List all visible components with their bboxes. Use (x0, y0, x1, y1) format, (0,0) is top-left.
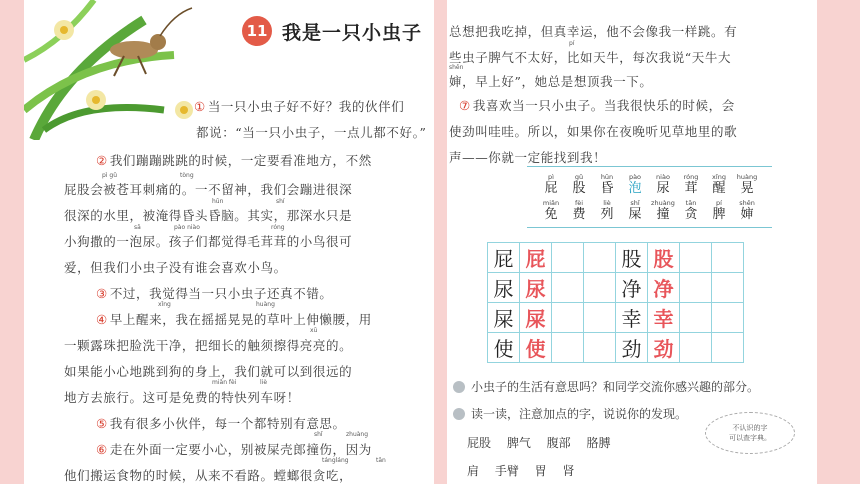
vocabulary-row (537, 173, 761, 196)
line-text: 走在外面一定要小心，别被屎壳郎撞伤，因为 (109, 442, 372, 457)
grid-cell: 屎 (488, 303, 520, 333)
vocabulary-character: 尿 (656, 181, 670, 196)
vocabulary-pinyin: zhuàng (651, 199, 675, 207)
line-text: 我们蹦蹦跳跳的时候，一定要看准地方，不然 (109, 153, 372, 168)
question-2-text: 读一读，注意加点的字，说说你的发现。 (471, 407, 688, 421)
tip-bubble-text: 不认识的字 可以查字典。 (729, 424, 771, 442)
grid-cell: 屁 (520, 243, 552, 273)
vocabulary-character: 屎 (628, 207, 642, 222)
text-line (64, 258, 287, 276)
text-line (449, 122, 737, 140)
question-icon (453, 408, 465, 420)
paragraph-number: ⑥ (96, 442, 108, 457)
line-text: 都说：“当一只小虫子，一点儿都不好。” (196, 125, 427, 140)
vocabulary-pinyin: róng (683, 173, 699, 181)
vocabulary-character: 婶 (740, 207, 754, 222)
line-text: 屁股会被苍耳刺痛的。一不留神，我们会蹦进很深 (64, 182, 353, 197)
pinyin-annotation: zhuàng (346, 431, 369, 438)
grid-cell (552, 243, 584, 273)
paragraph-number: ③ (96, 286, 108, 301)
paragraph-number: ④ (96, 312, 108, 327)
question-2 (453, 405, 687, 422)
text-line (96, 414, 346, 432)
vocabulary-pinyin: gǔ (574, 173, 584, 181)
pinyin-annotation: pì gǔ (102, 172, 117, 179)
vocabulary-item (537, 173, 565, 196)
text-line (449, 48, 731, 66)
vocabulary-pinyin: xǐng (712, 173, 726, 181)
text-line (64, 180, 352, 198)
text-line (64, 206, 352, 224)
text-line (64, 232, 352, 250)
vocabulary-pinyin: pì (548, 173, 554, 181)
pinyin-annotation: liè (260, 379, 268, 386)
vocabulary-character: 屁 (544, 181, 558, 196)
vocabulary-character: 免 (544, 207, 558, 222)
grid-cell (680, 303, 712, 333)
grid-cell: 净 (648, 273, 680, 303)
line-text: 如果能小心地跳到狗的身上，我们就可以到很远的 (64, 364, 353, 379)
grid-cell: 屎 (520, 303, 552, 333)
vocabulary-box (527, 166, 772, 228)
grid-cell: 股 (616, 243, 648, 273)
pinyin-annotation: pí (569, 40, 575, 47)
text-line (194, 97, 404, 115)
vocabulary-pinyin: fèi (574, 199, 584, 207)
vocabulary-character: 贪 (684, 207, 698, 222)
vocabulary-row (537, 199, 761, 222)
vocabulary-item (705, 173, 733, 196)
question-1-text: 小虫子的生活有意思吗？和同学交流你感兴趣的部分。 (471, 380, 760, 394)
text-line (64, 336, 352, 354)
vocabulary-character: 茸 (684, 181, 698, 196)
line-text: 早上醒来，我在摇摇晃晃的草叶上伸懒腰，用 (109, 312, 372, 327)
vocabulary-pinyin: huàng (736, 173, 758, 181)
lesson-header (242, 16, 422, 46)
vocabulary-pinyin: hūn (600, 173, 614, 181)
vocabulary-character: 泡 (628, 181, 642, 196)
text-line (96, 310, 372, 328)
vocabulary-item (677, 173, 705, 196)
vocabulary-character: 醒 (712, 181, 726, 196)
vocabulary-item (593, 199, 621, 222)
grid-cell (552, 333, 584, 363)
grid-cell (584, 273, 616, 303)
pinyin-annotation: shí (276, 198, 285, 205)
paragraph-number: ⑤ (96, 416, 108, 431)
grid-cell: 屁 (488, 243, 520, 273)
pinyin-annotation: tòng (180, 172, 194, 179)
pinyin-annotation: miǎn fèi (212, 379, 237, 386)
line-text: 地方去旅行。这可是免费的特快列车呀！ (64, 390, 300, 405)
vocabulary-pinyin: pào (628, 173, 642, 181)
vocabulary-pinyin: niào (656, 173, 670, 181)
word-list-2: 肩 手臂 胃 肾 (467, 464, 575, 478)
vocabulary-item (733, 199, 761, 222)
pinyin-annotation: shǐ (314, 431, 323, 438)
grid-cell: 劲 (616, 333, 648, 363)
pinyin-annotation: shěn (449, 64, 464, 71)
grid-cell (712, 303, 744, 333)
pinyin-annotation: hūn (212, 198, 224, 205)
left-page (24, 0, 434, 484)
grid-cell: 使 (488, 333, 520, 363)
line-text: 当一只小虫子好不好？我的伙伴们 (207, 99, 405, 114)
vocabulary-item (705, 199, 733, 222)
grid-cell (680, 273, 712, 303)
vocabulary-pinyin: shěn (739, 199, 755, 207)
pinyin-annotation: tān (376, 457, 386, 464)
right-page (447, 0, 817, 484)
grid-cell: 劲 (648, 333, 680, 363)
vocabulary-pinyin: shǐ (630, 199, 640, 207)
line-text: 一颗露珠把脸洗干净，把细长的触须擦得亮亮的。 (64, 338, 353, 353)
line-text: 小狗撒的一泡尿。孩子们都觉得毛茸茸的小鸟很可 (64, 234, 353, 249)
grid-cell: 使 (520, 333, 552, 363)
text-line (449, 22, 737, 40)
grid-cell: 幸 (648, 303, 680, 333)
line-text: 爱，但我们小虫子没有谁会喜欢小鸟。 (64, 260, 287, 275)
grid-cell: 股 (648, 243, 680, 273)
grid-row (488, 333, 744, 363)
question-1 (453, 378, 759, 395)
pinyin-annotation: tángláng (322, 457, 349, 464)
grid-cell (680, 243, 712, 273)
word-list-1: 屁股 脾气 腹部 胳膊 (467, 436, 611, 450)
line-text: 总想把我吃掉，但真幸运，他不会像我一样跳。有 (449, 24, 738, 39)
pinyin-annotation: róng (271, 224, 285, 231)
vocabulary-item (537, 199, 565, 222)
lesson-number-badge: 11 (242, 16, 272, 46)
vocabulary-item (593, 173, 621, 196)
vocabulary-character: 昏 (600, 181, 614, 196)
pinyin-annotation: xū (310, 327, 318, 334)
text-line (64, 362, 352, 380)
vocabulary-item (649, 199, 677, 222)
vocabulary-pinyin: miǎn (542, 199, 560, 207)
grid-cell (584, 243, 616, 273)
vocabulary-item (621, 199, 649, 222)
vocabulary-pinyin: tān (685, 199, 697, 207)
grid-row (488, 273, 744, 303)
pinyin-annotation: pào niào (174, 224, 200, 231)
vocabulary-character: 撞 (656, 207, 670, 222)
line-text: 些虫子脾气不太好，比如天牛，每次我说“天牛大 (449, 50, 732, 65)
paragraph-number: ② (96, 153, 108, 168)
paragraph-number: ⑦ (459, 98, 471, 113)
line-text: 声——你就一定能找到我！ (449, 150, 607, 165)
grid-cell (712, 333, 744, 363)
grid-row (488, 243, 744, 273)
line-text: 使劲叫哇哇。所以，如果你在夜晚听见草地里的歌 (449, 124, 738, 139)
text-line (96, 284, 333, 302)
grid-cell (552, 303, 584, 333)
text-line (64, 466, 352, 484)
grid-cell (584, 303, 616, 333)
grid-row (488, 303, 744, 333)
pinyin-annotation: sā (134, 224, 141, 231)
grid-cell (712, 243, 744, 273)
paragraph-number: ① (194, 99, 206, 114)
vocabulary-character: 列 (600, 207, 614, 222)
text-line (96, 440, 372, 458)
vocabulary-pinyin: pí (716, 199, 722, 207)
text-line (64, 388, 300, 406)
vocabulary-item (649, 173, 677, 196)
grid-cell (712, 273, 744, 303)
grid-cell: 尿 (488, 273, 520, 303)
text-line (196, 123, 426, 141)
grid-cell (552, 273, 584, 303)
text-line (459, 96, 735, 114)
grid-cell (584, 333, 616, 363)
vocabulary-item (621, 173, 649, 196)
text-line (449, 148, 606, 166)
line-text: 很深的水里，被淹得昏头昏脑。其实，那深水只是 (64, 208, 353, 223)
character-writing-grid (487, 242, 744, 363)
vocabulary-character: 费 (572, 207, 586, 222)
vocabulary-item (733, 173, 761, 196)
tip-bubble (705, 412, 795, 454)
vocabulary-item (565, 199, 593, 222)
line-text: 我喜欢当一只小虫子。当我很快乐的时候，会 (472, 98, 735, 113)
grid-cell: 幸 (616, 303, 648, 333)
vocabulary-item (565, 173, 593, 196)
vocabulary-pinyin: liè (603, 199, 611, 207)
text-line (96, 151, 372, 169)
grid-cell: 净 (616, 273, 648, 303)
pinyin-annotation: huàng (256, 301, 275, 308)
line-text: 他们搬运食物的时候，从来不看路。螳螂很贪吃， (64, 468, 353, 483)
line-text: 婶，早上好”，她总是想顶我一下。 (449, 74, 653, 89)
vocabulary-character: 晃 (740, 181, 754, 196)
grid-cell (680, 333, 712, 363)
line-text: 不过，我觉得当一只小虫子还真不错。 (109, 286, 333, 301)
grasshopper-illustration (24, 0, 224, 140)
grid-cell: 尿 (520, 273, 552, 303)
line-text: 我有很多小伙伴，每一个都特别有意思。 (109, 416, 346, 431)
vocabulary-character: 股 (572, 181, 586, 196)
text-line (449, 72, 653, 90)
lesson-title: 我是一只小虫子 (282, 21, 423, 44)
question-icon (453, 381, 465, 393)
vocabulary-character: 脾 (712, 207, 726, 222)
pinyin-annotation: xǐng (158, 301, 171, 308)
vocabulary-item (677, 199, 705, 222)
